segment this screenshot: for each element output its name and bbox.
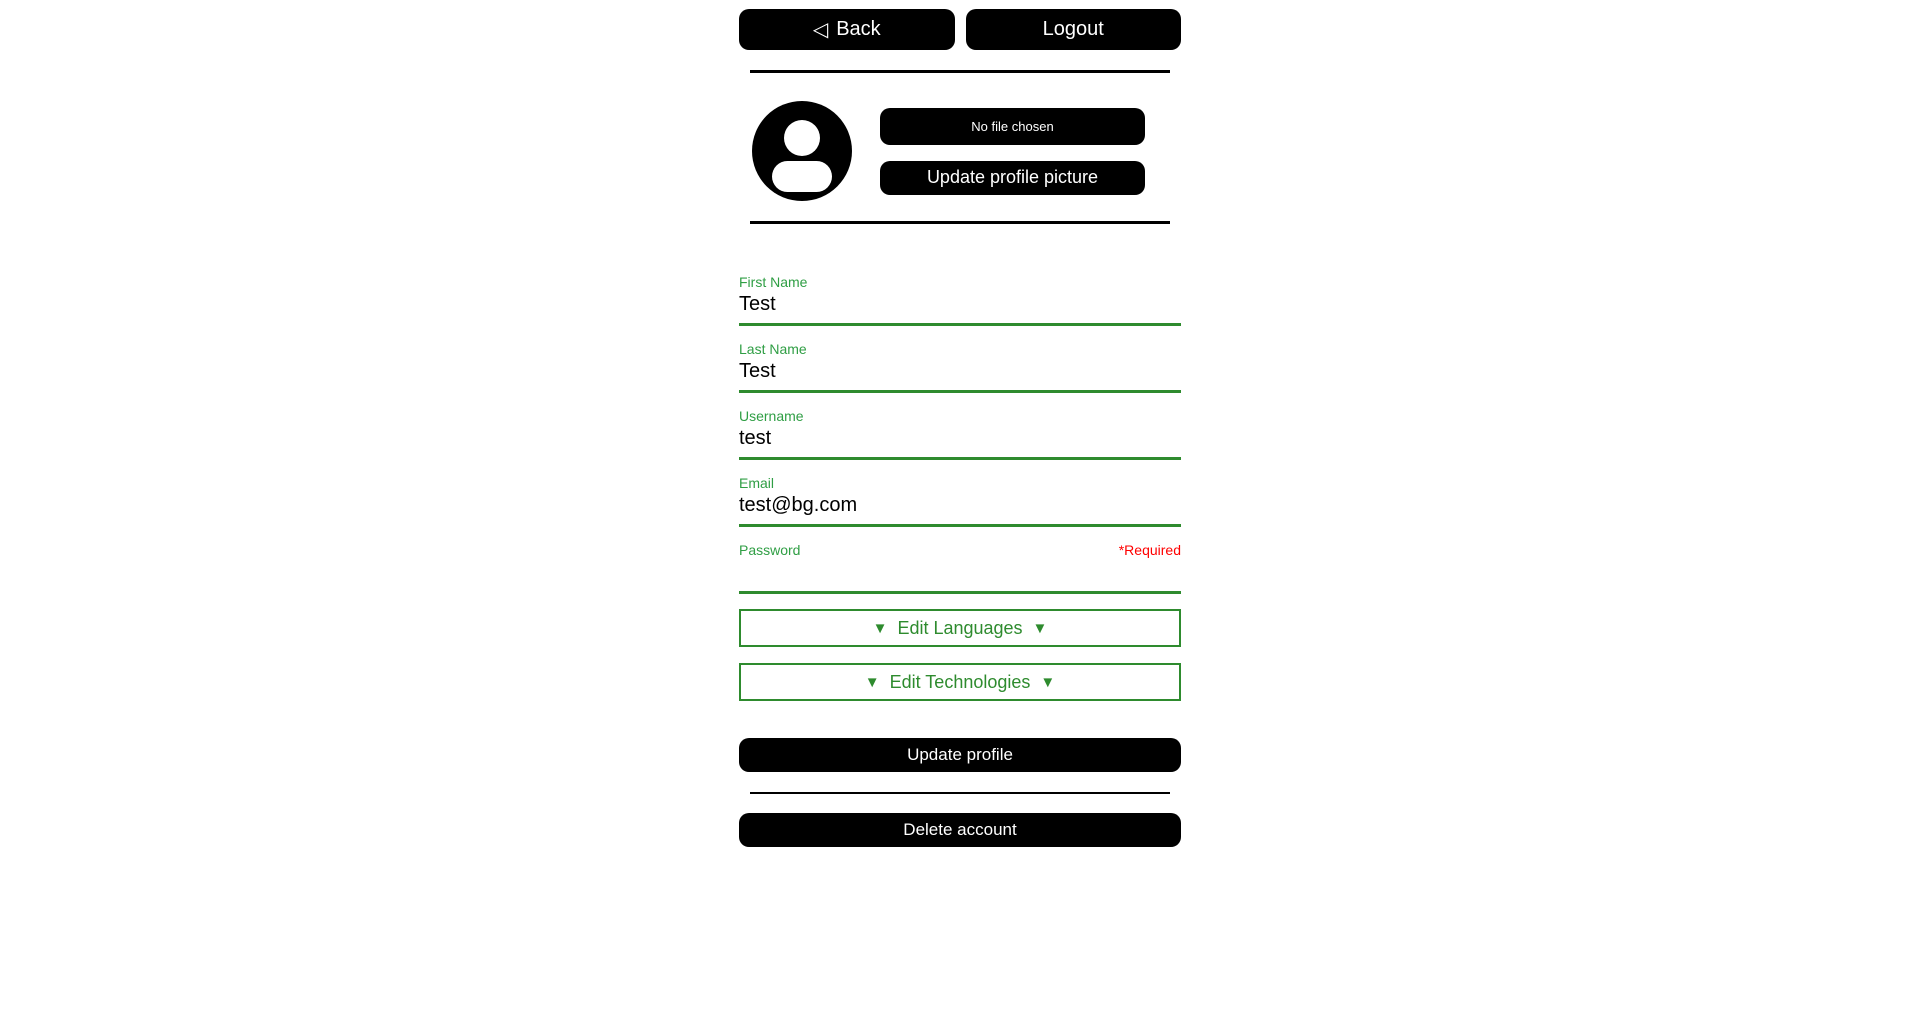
- top-divider: [750, 70, 1170, 73]
- avatar: [752, 101, 852, 201]
- delete-account-button[interactable]: [739, 813, 1181, 847]
- person-circle-icon: [752, 101, 852, 201]
- username-input[interactable]: [739, 425, 1181, 451]
- update-profile-label: Update profile: [907, 745, 1013, 764]
- profile-form: [739, 261, 1181, 847]
- chevron-down-icon: ▼: [1040, 673, 1056, 691]
- edit-technologies-button[interactable]: [739, 663, 1181, 701]
- email-input[interactable]: [739, 492, 1181, 518]
- last-name-field-group: [739, 341, 1181, 393]
- logout-button[interactable]: [966, 9, 1182, 50]
- file-input-button[interactable]: [880, 108, 1145, 145]
- logout-button-label: Logout: [1042, 18, 1104, 40]
- first-name-label: First Name: [739, 274, 808, 290]
- file-input-status-label: No file chosen: [971, 118, 1054, 134]
- password-label: Password: [739, 542, 801, 558]
- password-required-note: *Required: [1118, 542, 1181, 558]
- back-button[interactable]: [739, 9, 955, 50]
- edit-technologies-label: Edit Technologies: [889, 671, 1031, 692]
- last-name-label: Last Name: [739, 341, 807, 357]
- username-label: Username: [739, 408, 804, 424]
- chevron-down-icon: ▼: [1032, 619, 1048, 637]
- update-profile-picture-button[interactable]: [880, 161, 1145, 195]
- update-profile-picture-label: Update profile picture: [926, 167, 1099, 187]
- toolbar: [739, 9, 1181, 50]
- edit-languages-label: Edit Languages: [897, 617, 1023, 638]
- first-name-input[interactable]: [739, 291, 1181, 317]
- password-input[interactable]: [739, 559, 1181, 585]
- edit-languages-button[interactable]: [739, 609, 1181, 647]
- back-arrow-icon: ◁: [812, 19, 829, 41]
- delete-account-label: Delete account: [903, 820, 1017, 839]
- picture-buttons: [880, 101, 1145, 201]
- username-field-group: [739, 408, 1181, 460]
- back-button-label: Back: [836, 18, 881, 40]
- update-profile-button[interactable]: [739, 738, 1181, 772]
- last-name-input[interactable]: [739, 358, 1181, 384]
- first-name-field-group: [739, 274, 1181, 326]
- chevron-down-icon: ▼: [864, 673, 880, 691]
- section-divider: [750, 221, 1170, 224]
- email-field-group: [739, 475, 1181, 527]
- chevron-down-icon: ▼: [872, 619, 888, 637]
- email-label: Email: [739, 475, 775, 491]
- bottom-divider: [750, 792, 1170, 794]
- profile-picture-section: [739, 101, 1181, 201]
- profile-page-column: [739, 0, 1181, 847]
- password-field-group: [739, 542, 1181, 594]
